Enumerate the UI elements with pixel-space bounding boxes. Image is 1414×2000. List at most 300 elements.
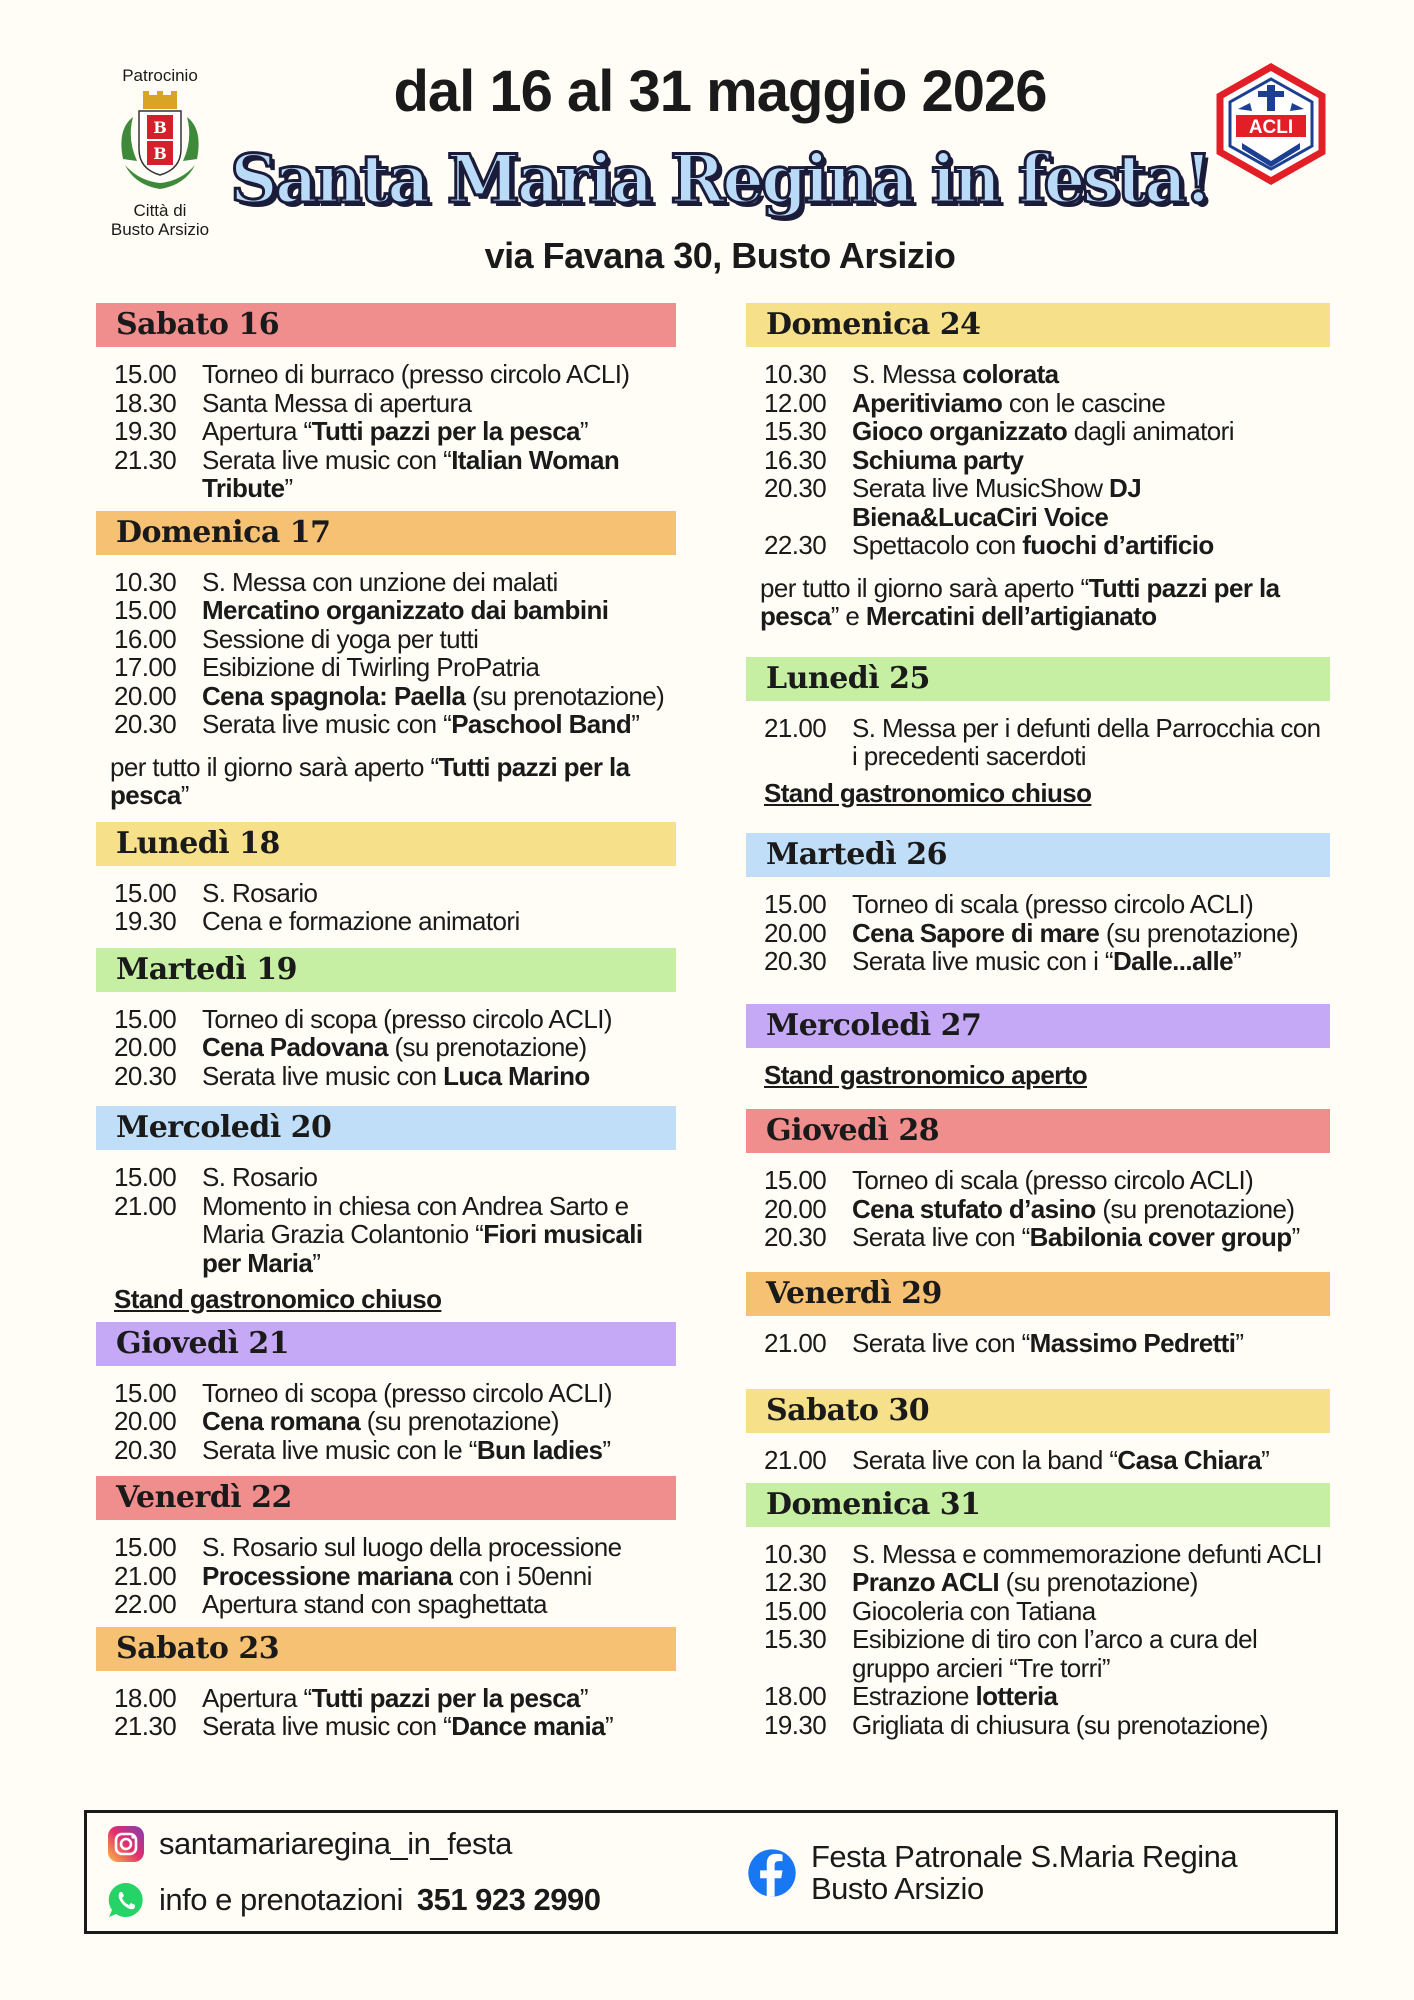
event-time: 15.00: [114, 1162, 177, 1192]
event-description: [852, 714, 1330, 771]
event-text: Serata live music con “: [202, 709, 452, 739]
event-time: 10.30: [764, 359, 827, 389]
event-text: (su prenotazione): [387, 1032, 587, 1062]
whatsapp-label: info e prenotazioni: [159, 1882, 403, 1917]
event-description: [202, 568, 676, 597]
schedule-right-column: [746, 303, 1330, 1747]
event-row: [114, 446, 676, 503]
event-text: Apertura “: [202, 416, 312, 446]
event-text: Serata live music con “: [202, 444, 452, 475]
event-description: [852, 1682, 1330, 1711]
event-text: Spettacolo con: [852, 530, 1023, 560]
event-text: S. Rosario: [202, 1162, 318, 1192]
day-block: [746, 1272, 1330, 1366]
highlight-text: Babilonia cover group: [1029, 1222, 1292, 1252]
event-description: [202, 596, 676, 625]
day-events: [746, 1527, 1330, 1748]
event-description: [852, 446, 1330, 475]
event-time: 20.00: [114, 1032, 177, 1062]
highlight-text: Tutti pazzi per la pesca: [110, 751, 630, 810]
event-time: 21.00: [764, 1445, 827, 1475]
event-text: ”: [602, 1434, 611, 1465]
event-time: 19.30: [114, 416, 177, 446]
event-description: [852, 1223, 1330, 1252]
event-text: ”: [1232, 946, 1242, 976]
event-text: Serata live con “: [852, 1327, 1030, 1358]
event-row: [764, 474, 1330, 531]
event-text: con le cascine: [1002, 387, 1166, 418]
event-row: [114, 568, 676, 597]
event-description: [852, 1625, 1330, 1682]
event-text: ”: [1235, 1327, 1244, 1358]
day-block: [746, 1004, 1330, 1098]
event-text: Apertura “: [202, 1682, 312, 1713]
event-time: 20.00: [764, 1193, 827, 1224]
highlight-text: Pranzo ACLI: [852, 1567, 1000, 1597]
day-events: [96, 347, 676, 511]
event-description: [202, 1062, 676, 1091]
event-description: [202, 1436, 676, 1465]
event-description: [852, 1329, 1330, 1358]
event-row: [764, 1195, 1330, 1224]
event-text: ”: [1291, 1222, 1300, 1252]
day-block: [746, 1483, 1330, 1748]
facebook-page-name: [811, 1841, 1237, 1905]
event-text: Giocoleria con Tatiana: [852, 1595, 1096, 1626]
event-time: 21.00: [114, 1560, 177, 1591]
highlight-text: Bun ladies: [476, 1434, 603, 1465]
event-row: [764, 1568, 1330, 1597]
event-time: 16.00: [114, 623, 177, 654]
event-text: Esibizione di tiro con l’arco a cura del gruppo arcieri “Tre torri”: [852, 1624, 1258, 1683]
day-header: Domenica 24: [746, 303, 1330, 347]
instagram-row[interactable]: [107, 1825, 512, 1863]
day-header: Lunedì 18: [96, 822, 676, 866]
event-time: 12.30: [764, 1567, 827, 1597]
day-events: [746, 347, 1330, 639]
event-row: [114, 1562, 676, 1591]
event-row: [114, 625, 676, 654]
event-text: Grigliata di chiusura (su prenotazione): [852, 1709, 1268, 1740]
event-text: ”: [312, 1247, 321, 1278]
highlight-text: Tutti pazzi per la pesca: [760, 572, 1280, 631]
event-row: [114, 1712, 676, 1741]
event-description: [202, 625, 676, 654]
highlight-text: Aperitiviamo: [852, 387, 1003, 418]
highlight-text: Italian Woman Tribute: [202, 444, 620, 503]
day-events: [96, 1520, 676, 1627]
event-time: 15.30: [764, 416, 827, 446]
day-block: [96, 1322, 676, 1473]
event-time: 15.00: [114, 595, 177, 625]
day-block: [746, 303, 1330, 639]
event-row: [114, 653, 676, 682]
event-text: Torneo di scala (presso circolo ACLI): [852, 1165, 1254, 1195]
event-text: Serata live music con: [202, 1060, 444, 1091]
day-header: Sabato 30: [746, 1389, 1330, 1433]
day-block: [746, 1389, 1330, 1483]
day-header: Giovedì 21: [96, 1322, 676, 1366]
event-row: [114, 417, 676, 446]
day-block: [746, 833, 1330, 984]
event-text: Torneo di burraco (presso circolo ACLI): [202, 359, 630, 389]
event-description: [202, 682, 676, 711]
day-header: Venerdì 29: [746, 1272, 1330, 1316]
day-header: Mercoledì 20: [96, 1106, 676, 1150]
event-time: 15.00: [114, 877, 177, 908]
event-row: [764, 531, 1330, 560]
event-text: per tutto il giorno sarà aperto “: [110, 751, 439, 782]
event-text: (su prenotazione): [999, 1567, 1198, 1597]
facebook-line-1: Festa Patronale S.Maria Regina: [811, 1839, 1238, 1874]
highlight-text: Dance mania: [451, 1711, 605, 1741]
event-description: [852, 1540, 1330, 1569]
day-block: [96, 948, 676, 1099]
event-text: Serata live music con “: [202, 1711, 452, 1741]
event-time: 10.30: [114, 566, 177, 597]
event-time: 20.00: [114, 1406, 177, 1436]
event-text: Serata live music con le “: [202, 1434, 477, 1465]
event-description: [852, 531, 1330, 560]
event-row: [114, 1005, 676, 1034]
event-time: 21.00: [764, 1327, 827, 1358]
event-time: 15.30: [764, 1624, 827, 1654]
event-description: [202, 446, 676, 503]
event-row: [764, 389, 1330, 418]
event-text: Serata live con “: [852, 1222, 1030, 1252]
day-header: Giovedì 28: [746, 1109, 1330, 1153]
event-description: [202, 710, 676, 739]
day-header: Sabato 16: [96, 303, 676, 347]
event-text: ”: [631, 709, 640, 739]
day-events: [746, 877, 1330, 984]
all-day-note: [110, 753, 676, 810]
day-events: [96, 992, 676, 1099]
day-block: [96, 1476, 676, 1627]
event-row: [764, 446, 1330, 475]
event-description: [852, 1711, 1330, 1740]
day-block: [96, 822, 676, 944]
event-text: Torneo di scala (presso circolo ACLI): [852, 889, 1254, 919]
highlight-text: Massimo Pedretti: [1029, 1327, 1236, 1358]
day-events: [746, 1153, 1330, 1260]
contact-footer: [84, 1810, 1338, 1934]
event-row: [114, 682, 676, 711]
event-time: 20.30: [764, 473, 827, 503]
event-row: [764, 417, 1330, 446]
event-description: [852, 389, 1330, 418]
date-range: dal 16 al 31 maggio 2026: [393, 59, 1047, 124]
day-header: Domenica 31: [746, 1483, 1330, 1527]
city-coat-of-arms-icon: [115, 89, 205, 199]
event-text: ” e: [830, 601, 866, 631]
event-description: [852, 890, 1330, 919]
event-time: 22.00: [114, 1589, 177, 1619]
highlight-text: Fiori musicali per Maria: [202, 1219, 643, 1278]
event-text: Serata live MusicShow: [852, 473, 1110, 503]
event-time: 15.00: [764, 1595, 827, 1626]
day-block: [746, 657, 1330, 816]
event-description: [202, 1684, 676, 1713]
event-row: [764, 1446, 1330, 1475]
day-events: [746, 701, 1330, 816]
event-description: [852, 1568, 1330, 1597]
event-row: [764, 1540, 1330, 1569]
event-row: [764, 890, 1330, 919]
event-description: [202, 879, 676, 908]
event-time: 15.00: [114, 359, 177, 389]
event-text: per tutto il giorno sarà aperto “: [760, 572, 1089, 603]
highlight-text: lotteria: [975, 1681, 1058, 1711]
highlight-text: Tutti pazzi per la pesca: [311, 416, 580, 446]
highlight-text: Luca Marino: [443, 1060, 590, 1091]
event-row: [764, 947, 1330, 976]
event-row: [114, 596, 676, 625]
day-block: [96, 1106, 676, 1322]
event-description: [202, 1712, 676, 1741]
event-text: ”: [180, 780, 189, 810]
event-time: 21.30: [114, 1711, 177, 1741]
event-text: Serata live music con i “: [852, 946, 1113, 976]
day-header: Venerdì 22: [96, 1476, 676, 1520]
event-description: [852, 417, 1330, 446]
schedule-left-column: [96, 303, 676, 1749]
event-row: [764, 1166, 1330, 1195]
event-row: [114, 1436, 676, 1465]
event-text: con i 50enni: [452, 1560, 592, 1591]
event-time: 15.00: [114, 1532, 177, 1562]
day-events: [96, 866, 676, 944]
event-row: [764, 1329, 1330, 1358]
event-description: [202, 907, 676, 936]
event-row: [114, 360, 676, 389]
day-header: Lunedì 25: [746, 657, 1330, 701]
highlight-text: fuochi d’artificio: [1022, 530, 1214, 560]
event-description: [202, 1033, 676, 1062]
event-time: 15.00: [764, 889, 827, 919]
event-time: 20.30: [764, 1222, 827, 1252]
event-row: [114, 1192, 676, 1278]
event-description: [202, 653, 676, 682]
facebook-line-2: Busto Arsizio: [811, 1871, 984, 1906]
event-row: [114, 389, 676, 418]
highlight-text: Cena Padovana: [202, 1032, 388, 1062]
phone-number: 351 923 2990: [416, 1882, 601, 1917]
event-time: 20.00: [114, 680, 177, 711]
highlight-text: Cena romana: [202, 1406, 361, 1436]
day-events: [96, 1366, 676, 1473]
highlight-text: Tutti pazzi per la pesca: [311, 1682, 580, 1713]
page-title: Santa Maria Regina in festa!: [230, 140, 1210, 218]
event-time: 12.00: [764, 387, 827, 418]
event-time: 20.30: [114, 709, 177, 739]
event-text: Estrazione: [852, 1681, 976, 1711]
day-block: [96, 303, 676, 511]
event-time: 19.30: [114, 906, 177, 936]
event-text: (su prenotazione): [1099, 917, 1299, 948]
event-text: Serata live con la band “: [852, 1445, 1118, 1475]
event-text: Cena e formazione animatori: [202, 906, 520, 936]
event-row: [114, 1533, 676, 1562]
whatsapp-icon: [107, 1881, 145, 1919]
day-header: Martedì 19: [96, 948, 676, 992]
day-events: [746, 1433, 1330, 1483]
event-description: [202, 1163, 676, 1192]
event-text: ”: [1261, 1445, 1270, 1475]
event-text: (su prenotazione): [465, 680, 665, 711]
event-time: 20.00: [764, 917, 827, 948]
patrocinio-block: [95, 66, 225, 239]
facebook-row[interactable]: [747, 1841, 1237, 1905]
event-text: Apertura stand con spaghettata: [202, 1589, 547, 1619]
event-time: 15.00: [114, 1377, 177, 1408]
highlight-text: Cena Sapore di mare: [852, 917, 1100, 948]
event-description: [852, 1597, 1330, 1626]
event-row: [114, 1590, 676, 1619]
event-time: 18.00: [764, 1681, 827, 1711]
event-description: [202, 417, 676, 446]
event-text: S. Messa per i defunti della Parrocchia con i precedenti sacerdoti: [852, 712, 1321, 771]
event-text: Sessione di yoga per tutti: [202, 623, 479, 654]
coat-letter-bottom: B: [153, 144, 167, 163]
event-description: [852, 1446, 1330, 1475]
event-description: [852, 1195, 1330, 1224]
event-row: [114, 1684, 676, 1713]
event-address: via Favana 30, Busto Arsizio: [484, 235, 956, 276]
event-text: S. Messa con unzione dei malati: [202, 566, 558, 597]
day-header: Martedì 26: [746, 833, 1330, 877]
event-time: 17.00: [114, 652, 177, 682]
event-description: [852, 919, 1330, 948]
event-time: 21.00: [764, 712, 827, 743]
highlight-text: Paschool Band: [451, 709, 632, 739]
event-text: dagli animatori: [1067, 416, 1234, 446]
event-text: S. Rosario: [202, 877, 318, 908]
event-description: [202, 1005, 676, 1034]
day-block: [96, 511, 676, 818]
event-text: ”: [579, 416, 588, 446]
event-row: [764, 1682, 1330, 1711]
highlight-text: Schiuma party: [852, 444, 1024, 475]
day-header: Domenica 17: [96, 511, 676, 555]
event-time: 21.00: [114, 1190, 177, 1221]
event-time: 18.30: [114, 387, 177, 418]
day-events: [96, 1671, 676, 1749]
day-events: [96, 1150, 676, 1322]
event-text: Santa Messa di apertura: [202, 387, 472, 418]
header: [0, 0, 1414, 300]
event-text: ”: [579, 1682, 588, 1713]
event-text: Momento in chiesa con Andrea Sarto e Maria Grazia Colantonio “: [202, 1190, 629, 1249]
highlight-text: colorata: [962, 359, 1059, 389]
event-description: [202, 1562, 676, 1591]
day-block: [96, 1627, 676, 1749]
event-description: [202, 360, 676, 389]
event-text: Esibizione di Twirling ProPatria: [202, 652, 540, 682]
acli-logo-text: ACLI: [1248, 117, 1294, 138]
event-text: S. Rosario sul luogo della processione: [202, 1532, 622, 1562]
event-description: [202, 1379, 676, 1408]
all-day-note: [760, 574, 1330, 631]
instagram-handle: santamariaregina_in_festa: [159, 1826, 512, 1861]
event-text: (su prenotazione): [1095, 1193, 1295, 1224]
event-time: 18.00: [114, 1682, 177, 1713]
event-row: [114, 1062, 676, 1091]
highlight-text: Mercatino organizzato dai bambini: [202, 595, 609, 625]
highlight-text: DJ Biena&LucaCiri Voice: [852, 473, 1142, 532]
whatsapp-row[interactable]: [107, 1881, 600, 1919]
facebook-icon: [747, 1848, 797, 1898]
event-text: S. Messa: [852, 359, 963, 389]
event-text: S. Messa e commemorazione defunti ACLI: [852, 1538, 1322, 1569]
highlight-text: Cena spagnola: Paella: [202, 680, 466, 711]
event-row: [764, 360, 1330, 389]
city-line-1: Città di: [133, 201, 187, 220]
highlight-text: Processione mariana: [202, 1560, 453, 1591]
event-description: [202, 1407, 676, 1436]
event-time: 21.30: [114, 444, 177, 475]
stand-status: Stand gastronomico chiuso: [764, 777, 1092, 808]
event-row: [114, 879, 676, 908]
event-time: 15.00: [114, 1003, 177, 1034]
event-time: 16.30: [764, 444, 827, 475]
acli-logo-icon: [1212, 63, 1330, 185]
event-text: (su prenotazione): [360, 1406, 559, 1436]
event-text: Torneo di scopa (presso circolo ACLI): [202, 1003, 612, 1034]
event-row: [764, 714, 1330, 771]
highlight-text: Casa Chiara: [1117, 1445, 1262, 1475]
coat-letter-top: B: [153, 118, 167, 137]
event-row: [764, 1625, 1330, 1682]
patrocinio-label: Patrocinio: [122, 66, 198, 85]
event-text: Torneo di scopa (presso circolo ACLI): [202, 1377, 612, 1408]
city-line-2: Busto Arsizio: [110, 220, 210, 239]
event-description: [852, 474, 1330, 531]
highlight-text: Mercatini dell’artigianato: [865, 601, 1157, 631]
stand-status: Stand gastronomico chiuso: [114, 1284, 442, 1314]
highlight-text: Gioco organizzato: [852, 416, 1068, 446]
day-header: Mercoledì 27: [746, 1004, 1330, 1048]
event-description: [202, 1590, 676, 1619]
day-header: Sabato 23: [96, 1627, 676, 1671]
event-row: [114, 907, 676, 936]
event-time: 19.30: [764, 1709, 827, 1740]
event-text: ”: [605, 1711, 614, 1741]
event-description: [852, 360, 1330, 389]
highlight-text: Cena stufato d’asino: [852, 1193, 1096, 1224]
day-events: [96, 555, 676, 818]
instagram-icon: [107, 1825, 145, 1863]
event-time: 20.30: [114, 1434, 177, 1465]
event-time: 10.30: [764, 1538, 827, 1569]
event-row: [764, 919, 1330, 948]
event-row: [764, 1711, 1330, 1740]
event-time: 15.00: [764, 1165, 827, 1195]
day-block: [746, 1109, 1330, 1260]
event-description: [852, 1166, 1330, 1195]
event-text: ”: [284, 473, 293, 503]
event-description: [202, 1192, 676, 1278]
event-row: [114, 710, 676, 739]
event-time: 22.30: [764, 530, 827, 560]
event-row: [114, 1379, 676, 1408]
event-description: [202, 1533, 676, 1562]
event-description: [202, 389, 676, 418]
stand-status: Stand gastronomico aperto: [764, 1059, 1088, 1090]
event-row: [764, 1223, 1330, 1252]
event-time: 20.30: [764, 946, 827, 976]
event-row: [114, 1033, 676, 1062]
